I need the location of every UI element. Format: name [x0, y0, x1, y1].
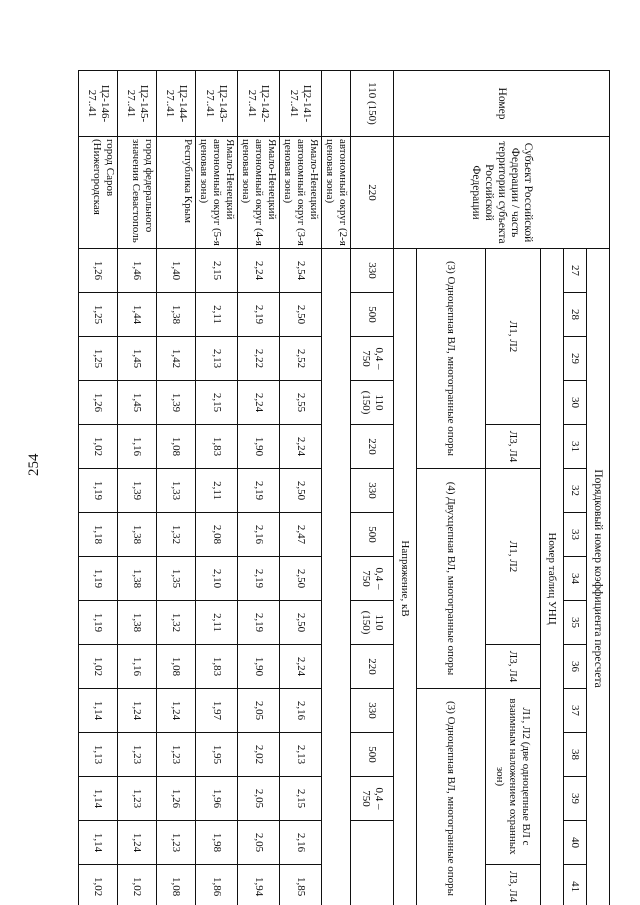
voltage-value: 220 — [351, 645, 394, 689]
column-number: 35 — [564, 601, 587, 645]
coefficient-value: 2,16 — [280, 821, 322, 865]
tower-type-group: (4) Двухцепная ВЛ, многогранные опоры — [417, 469, 486, 689]
coefficient-value: 2,50 — [280, 557, 322, 601]
voltage-value: 500 — [351, 293, 394, 337]
coefficient-value: 1,24 — [157, 689, 196, 733]
table-row — [157, 71, 196, 905]
line-code-group: Л1, Л2 — [486, 249, 541, 425]
column-number: 31 — [564, 425, 587, 469]
coefficient-value: 1,39 — [157, 381, 196, 425]
row-code: Ц2-144-27..41 — [157, 71, 196, 137]
header-voltage: Напряжение, кВ — [394, 249, 417, 905]
coefficient-value: 2,10 — [196, 557, 238, 601]
coefficient-value: 1,33 — [157, 469, 196, 513]
coefficient-value: 2,50 — [280, 293, 322, 337]
column-number: 38 — [564, 733, 587, 777]
continuation-row — [322, 71, 351, 905]
coefficient-value: 1,18 — [79, 513, 118, 557]
coefficient-value: 1,02 — [79, 425, 118, 469]
coefficient-value: 1,16 — [118, 425, 157, 469]
coefficient-value: 1,08 — [157, 425, 196, 469]
coefficient-value: 1,14 — [79, 821, 118, 865]
coefficient-value: 2,13 — [280, 733, 322, 777]
coefficient-value: 1,19 — [79, 469, 118, 513]
voltage-value: 330 — [351, 469, 394, 513]
continuation-region: автономный округ (2-я ценовая зона) — [322, 137, 351, 249]
coefficient-value: 2,52 — [280, 337, 322, 381]
coefficient-value: 2,11 — [196, 469, 238, 513]
row-region: Ямало-Ненецкий автономный округ (3-я ценовая зона) — [280, 137, 322, 249]
coefficient-value: 2,19 — [238, 601, 280, 645]
col-header-number: Номер — [394, 71, 610, 137]
coefficient-value: 1,23 — [118, 733, 157, 777]
coefficient-value: 2,19 — [238, 557, 280, 601]
coefficient-value: 2,15 — [196, 249, 238, 293]
line-code-group: Л3, Л4 — [486, 425, 541, 469]
row-region: Республика Крым — [157, 137, 196, 249]
coefficient-value: 2,24 — [238, 381, 280, 425]
tower-type-group: (3) Одноцепная ВЛ, многогранные опоры — [417, 689, 486, 905]
coefficient-value: 2,24 — [280, 645, 322, 689]
coefficient-value: 1,98 — [196, 821, 238, 865]
line-code-group: Л1, Л2 (две одноцепные ВЛ с взаимным наложением охранных зон) — [486, 689, 541, 865]
column-number: 37 — [564, 689, 587, 733]
column-number: 30 — [564, 381, 587, 425]
row-code: Ц2-146-27..41 — [79, 71, 118, 137]
row-region: город Саров (Нижегородская — [79, 137, 118, 249]
coefficient-value: 1,42 — [157, 337, 196, 381]
voltage-value: 110 (150) — [351, 601, 394, 645]
coefficient-value: 1,16 — [118, 645, 157, 689]
coefficient-value: 2,11 — [196, 293, 238, 337]
header-row-voltages — [351, 71, 394, 905]
coefficient-value: 1,32 — [157, 513, 196, 557]
coefficient-value: 2,08 — [196, 513, 238, 557]
coefficient-value: 1,02 — [118, 865, 157, 905]
coefficient-table-container — [70, 70, 610, 905]
voltage-value: 500 — [351, 513, 394, 557]
coefficient-value: 1,13 — [79, 733, 118, 777]
coefficient-value: 2,02 — [238, 733, 280, 777]
voltage-value: 0,4 – 750 — [351, 337, 394, 381]
table-row — [196, 71, 238, 905]
coefficient-value: 1,46 — [118, 249, 157, 293]
col-header-subject: Субъект Российской Федерации / часть территории субъекта Российской Федерации — [394, 137, 610, 249]
coefficient-value: 1,40 — [157, 249, 196, 293]
coefficient-value: 1,38 — [118, 601, 157, 645]
coefficient-value: 1,02 — [79, 865, 118, 905]
coefficient-value: 1,96 — [196, 777, 238, 821]
coefficient-value: 1,26 — [79, 381, 118, 425]
coefficient-value: 2,11 — [196, 601, 238, 645]
coefficient-value: 1,45 — [118, 381, 157, 425]
coefficient-value: 1,83 — [196, 425, 238, 469]
coefficient-value: 2,22 — [238, 337, 280, 381]
coefficient-value: 1,02 — [79, 645, 118, 689]
row-region: Ямало-Ненецкий автономный округ (5-я ценовая зона) — [196, 137, 238, 249]
coefficient-value: 1,26 — [157, 777, 196, 821]
coefficient-value: 2,47 — [280, 513, 322, 557]
voltage-value: 220 — [351, 137, 394, 249]
coefficient-value: 2,05 — [238, 689, 280, 733]
line-code-group: Л3, Л4 — [486, 865, 541, 905]
table-row — [238, 71, 280, 905]
row-region: Ямало-Ненецкий автономный округ (4-я ценовая зона) — [238, 137, 280, 249]
coefficient-value: 1,90 — [238, 425, 280, 469]
column-number: 28 — [564, 293, 587, 337]
coefficient-value: 1,86 — [196, 865, 238, 905]
row-code: Ц2-143-27..41 — [196, 71, 238, 137]
coefficient-value: 2,05 — [238, 777, 280, 821]
coefficient-value: 1,83 — [196, 645, 238, 689]
coefficient-value: 2,54 — [280, 249, 322, 293]
coefficient-value: 2,19 — [238, 469, 280, 513]
line-code-group: Л3, Л4 — [486, 645, 541, 689]
coefficient-value: 1,38 — [157, 293, 196, 337]
coefficient-value: 1,23 — [118, 777, 157, 821]
voltage-value: 330 — [351, 249, 394, 293]
header-coefficient-order: Порядковый номер коэффициента пересчета — [587, 249, 610, 905]
voltage-value: 500 — [351, 733, 394, 777]
coefficient-value: 1,39 — [118, 469, 157, 513]
coefficient-value: 2,13 — [196, 337, 238, 381]
voltage-value: 0,4 – 750 — [351, 777, 394, 821]
column-number: 34 — [564, 557, 587, 601]
coefficient-value: 1,44 — [118, 293, 157, 337]
coefficient-value: 1,35 — [157, 557, 196, 601]
coefficient-value: 2,55 — [280, 381, 322, 425]
coefficient-value: 1,90 — [238, 645, 280, 689]
coefficient-value: 1,08 — [157, 865, 196, 905]
column-number: 39 — [564, 777, 587, 821]
coefficient-value: 1,14 — [79, 689, 118, 733]
row-code: Ц2-145-27..41 — [118, 71, 157, 137]
coefficient-value: 1,25 — [79, 293, 118, 337]
coefficient-value: 2,50 — [280, 601, 322, 645]
coefficient-value: 1,26 — [79, 249, 118, 293]
column-number: 29 — [564, 337, 587, 381]
coefficient-value: 2,15 — [280, 777, 322, 821]
table-row — [79, 71, 118, 905]
continuation-values — [322, 249, 351, 905]
voltage-value: 110 (150) — [351, 71, 394, 137]
table-row — [118, 71, 157, 905]
header-table-ref: Номер таблиц УНЦ — [541, 249, 564, 905]
table-row — [280, 71, 322, 905]
coefficient-value: 1,38 — [118, 513, 157, 557]
column-number: 32 — [564, 469, 587, 513]
coefficient-value: 1,08 — [157, 645, 196, 689]
coefficient-value: 1,24 — [118, 689, 157, 733]
row-code: Ц2-141-27..41 — [280, 71, 322, 137]
coefficient-value: 1,97 — [196, 689, 238, 733]
row-region: город федерального значения Севастополь — [118, 137, 157, 249]
coefficient-value: 1,38 — [118, 557, 157, 601]
tower-type-group: (3) Одноцепная ВЛ, многогранные опоры — [417, 249, 486, 469]
coefficient-value: 1,95 — [196, 733, 238, 777]
row-code: Ц2-142-27..41 — [238, 71, 280, 137]
coefficient-value: 2,24 — [238, 249, 280, 293]
column-number: 33 — [564, 513, 587, 557]
coefficient-value: 1,94 — [238, 865, 280, 905]
coefficient-value: 1,19 — [79, 601, 118, 645]
coefficient-value: 2,24 — [280, 425, 322, 469]
page-number: 254 — [26, 453, 42, 476]
coefficient-value: 1,85 — [280, 865, 322, 905]
coefficient-value: 1,23 — [157, 821, 196, 865]
coefficient-value: 1,23 — [157, 733, 196, 777]
column-number: 40 — [564, 821, 587, 865]
coefficient-value: 1,45 — [118, 337, 157, 381]
voltage-value: 330 — [351, 689, 394, 733]
coefficient-value: 1,19 — [79, 557, 118, 601]
column-number: 41 — [564, 865, 587, 905]
coefficient-value: 2,15 — [196, 381, 238, 425]
coefficient-value: 1,25 — [79, 337, 118, 381]
voltage-value: 220 — [351, 425, 394, 469]
column-number: 36 — [564, 645, 587, 689]
coefficient-value: 2,19 — [238, 293, 280, 337]
coefficient-value: 1,14 — [79, 777, 118, 821]
continuation-code — [322, 71, 351, 137]
header-row-main — [587, 71, 610, 905]
coefficient-value: 2,50 — [280, 469, 322, 513]
coefficient-value: 1,24 — [118, 821, 157, 865]
line-code-group: Л1, Л2 — [486, 469, 541, 645]
coefficient-value: 2,05 — [238, 821, 280, 865]
coefficient-table — [78, 70, 610, 905]
coefficient-value: 2,16 — [238, 513, 280, 557]
table-body — [79, 71, 610, 905]
column-number: 27 — [564, 249, 587, 293]
voltage-value: 0,4 – 750 — [351, 557, 394, 601]
coefficient-value: 2,16 — [280, 689, 322, 733]
voltage-value: 110 (150) — [351, 381, 394, 425]
coefficient-value: 1,32 — [157, 601, 196, 645]
